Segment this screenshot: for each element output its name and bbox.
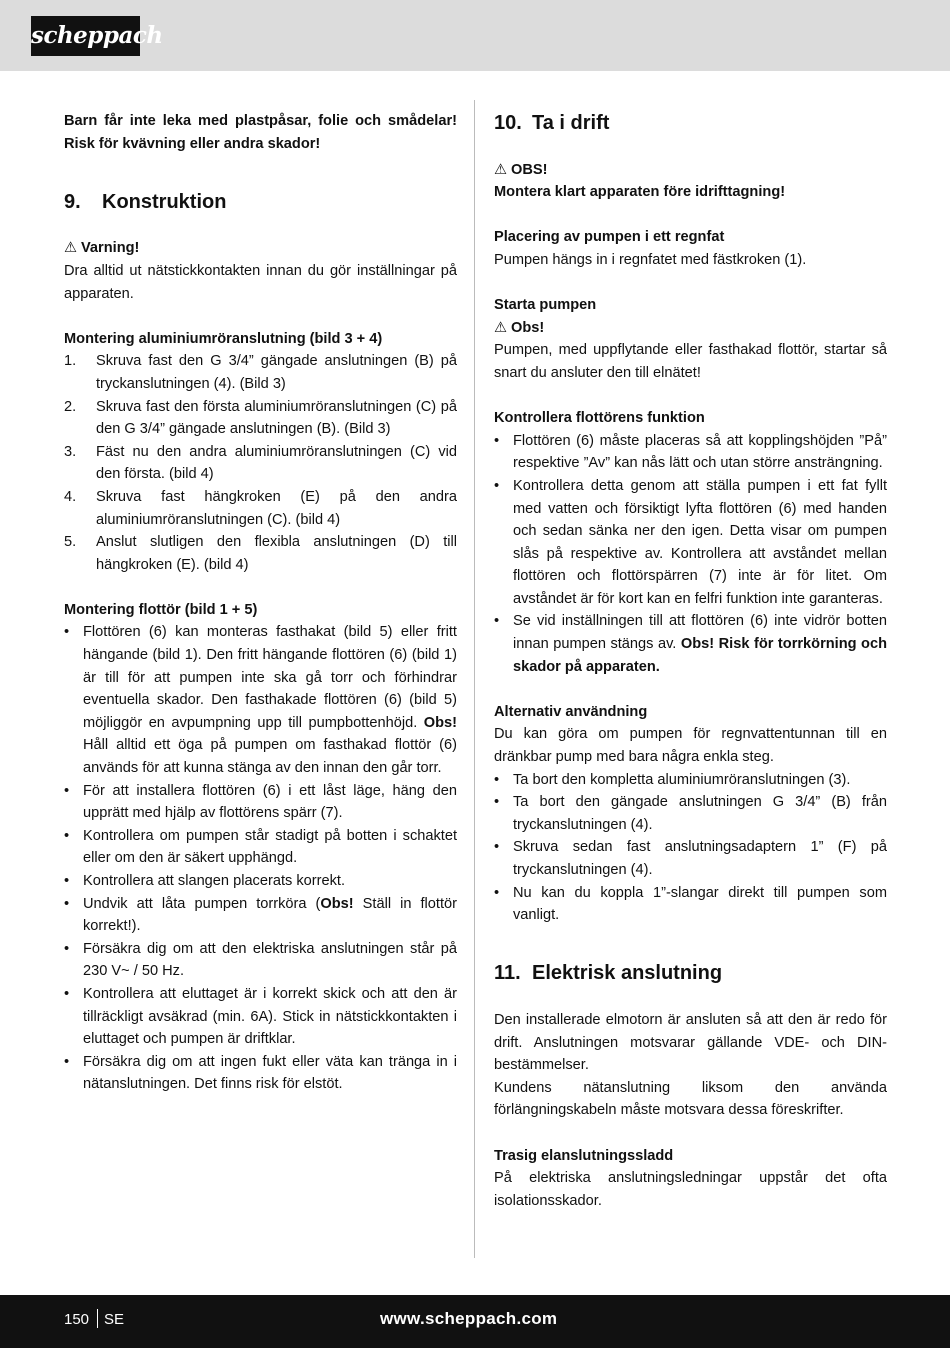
obs-label-text: Obs! — [511, 319, 545, 336]
language-code: SE — [104, 1311, 125, 1328]
section-number: 9. — [64, 190, 81, 213]
check-heading: Kontrollera flottörens funktion — [494, 410, 705, 427]
section-number: 10. — [494, 112, 522, 134]
list-text: Håll alltid ett öga på pumpen om fasthakad flottör (6) används för att kunna stänga av den innan den går torr. — [83, 737, 457, 777]
list-text: Försäkra dig om att ingen fukt eller väta kan tränga in i nätanslutningen. Det finns risk för elstöt. — [83, 1053, 457, 1093]
cable-text: På elektriska anslutningsledningar uppstår det ofta isolationsskador. — [494, 1170, 887, 1209]
bullet: • — [494, 613, 500, 630]
list-item — [64, 983, 457, 1051]
list-text: Ta bort den gängade anslutningen G 3/4” (B) från tryckanslutningen (4). — [513, 794, 887, 833]
list-text: Flottören (6) kan monteras fasthakat (bild 5) eller fritt hängande (bild 1). Den fritt hängande flottören (6) (bild 1) är till för att pumpen inte ska gå torr och förhindrar eventuella skador. Den fasthakade flottören (6) (bild 5) möjliggör en avpumpning upp till pumpbottenhöjd. — [83, 624, 457, 731]
list-item — [494, 882, 887, 927]
obs-label: Obs! — [320, 895, 354, 912]
bullet: • — [64, 873, 70, 889]
list-text: Skruva sedan fast anslutningsadaptern 1” (F) på tryckanslutningen (4). — [513, 839, 887, 878]
website-link[interactable]: www.scheppach.com — [380, 1309, 558, 1328]
left-column — [64, 110, 457, 1096]
start-heading: Starta pumpen — [494, 297, 597, 314]
bullet: • — [494, 477, 500, 494]
step-text: Skruva fast den första aluminiumröranslutningen (C) på den G 3/4” gängade anslutningen (B). (Bild 3) — [96, 398, 457, 438]
section-11-heading — [494, 960, 887, 986]
warning-text: Dra alltid ut nätstickkontakten innan du gör inställningar på apparaten. — [64, 262, 457, 302]
step-text: Skruva fast den G 3/4” gängade anslutningen (B) på tryckanslutningen (4). (Bild 3) — [96, 353, 457, 392]
list-text: För att installera flottören (6) i ett låst läge, häng den upprätt med hjälp av flottörens spärr (7). — [83, 782, 457, 822]
bullet: • — [64, 940, 70, 957]
electric-p2: Kundens nätanslutning liksom den använda förlängningskabeln måste motsvara dessa föreskrifter. — [494, 1079, 887, 1119]
right-column — [494, 110, 887, 1212]
intro-warning: Barn får inte leka med plastpåsar, folie och smådelar! Risk för kvävning eller andra skador! — [64, 113, 457, 152]
list-item — [64, 1051, 457, 1096]
list-item — [64, 621, 457, 779]
list-item — [494, 791, 887, 836]
step-item — [64, 486, 457, 531]
list-item — [494, 610, 887, 678]
section-title: Ta i drift — [532, 112, 610, 134]
start-obs — [494, 317, 887, 340]
bullet: • — [64, 1053, 70, 1070]
bullet: • — [494, 794, 500, 811]
obs-label: Obs! — [423, 714, 457, 731]
list-text: Undvik att låta pumpen torrköra ( — [83, 895, 321, 912]
step-number: 5. — [64, 534, 77, 551]
placement-text: Pumpen hängs in i regnfatet med fästkroken (1). — [494, 251, 807, 268]
section-10-heading — [494, 110, 887, 136]
bullet: • — [64, 782, 70, 799]
check-list — [494, 430, 887, 679]
section-title: Elektrisk anslutning — [532, 962, 723, 985]
page-separator — [97, 1309, 98, 1328]
header-band — [0, 0, 950, 71]
bullet: • — [494, 884, 500, 901]
warning-label-text: Varning! — [81, 240, 140, 257]
bullet: • — [64, 895, 70, 912]
warning-triangle-icon: ⚠ — [494, 319, 508, 336]
placement-heading: Placering av pumpen i ett regnfat — [494, 229, 725, 246]
bullet: • — [494, 771, 500, 788]
electric-p1: Den installerade elmotorn är ansluten så att den är redo för drift. Anslutningen motsvarar gällande VDE- och DIN-bestämmelser. — [494, 1011, 887, 1074]
obs-text: Montera klart apparaten före idrifttagning! — [494, 184, 786, 201]
bullet: • — [494, 432, 500, 449]
list-text: Kontrollera detta genom att ställa pumpen i ett fat fyllt med vatten och försiktigt lyfta flottören (6) med handen och sedan sänka ner den igen. Detta visar om pumpen slås på respektive av. Kontrollera att avståndet mellan flottören och flottörspärren (7) inte är för litet. Om avståndet är för kort kan en felfri funktion inte garanteras. — [513, 477, 887, 607]
list-text: Ta bort den kompletta aluminiumröranslutningen (3). — [513, 771, 851, 788]
step-number: 2. — [64, 398, 77, 415]
mount-steps — [64, 350, 457, 576]
step-number: 4. — [64, 488, 77, 505]
obs-warning: Obs! Risk för torrkörning och skador på apparaten. — [513, 636, 888, 675]
step-text: Skruva fast hängkroken (E) på den andra aluminiumröranslutningen (C). (bild 4) — [96, 488, 457, 528]
step-item — [64, 396, 457, 441]
list-item — [64, 893, 457, 938]
list-item — [494, 769, 887, 792]
list-item — [64, 825, 457, 870]
list-text: Kontrollera att eluttaget är i korrekt skick och att den är tillräckligt avsäkrad (min. 6A). Stick in nätstickkontakten i eluttaget och pumpen är driftklar. — [83, 985, 457, 1048]
list-text: Försäkra dig om att den elektriska anslutningen står på 230 V~ / 50 Hz. — [83, 940, 457, 980]
bullet: • — [64, 827, 70, 844]
obs-label — [494, 159, 887, 182]
list-item — [494, 430, 887, 475]
cable-heading: Trasig elanslutningssladd — [494, 1147, 674, 1164]
warning-triangle-icon: ⚠ — [64, 240, 78, 257]
list-item — [494, 836, 887, 881]
warning-label — [64, 237, 457, 260]
alt-heading: Alternativ användning — [494, 703, 648, 720]
page-number: 150 — [64, 1311, 90, 1328]
list-text: Kontrollera att slangen placerats korrekt. — [83, 873, 346, 889]
list-item — [64, 780, 457, 825]
step-text: Anslut slutligen den flexibla anslutningen (D) till hängkroken (E). (bild 4) — [96, 534, 457, 573]
footer-bar — [0, 1295, 950, 1348]
float-heading: Montering flottör (bild 1 + 5) — [64, 601, 258, 618]
alt-list — [494, 769, 887, 927]
list-item — [64, 938, 457, 983]
step-text: Fäst nu den andra aluminiumröranslutningen (C) vid den första. (bild 4) — [96, 443, 457, 483]
step-number: 1. — [64, 353, 77, 370]
section-9-heading — [64, 189, 457, 215]
bullet: • — [64, 624, 70, 641]
column-divider — [474, 100, 475, 1258]
list-text: Ställ in flottör korrekt!). — [83, 895, 457, 935]
mount-heading: Montering aluminiumröranslutning (bild 3 + 4) — [64, 330, 383, 347]
step-number: 3. — [64, 443, 77, 460]
start-text: Pumpen, med uppflytande eller fasthakad flottör, startar så snart du ansluter den till elnätet! — [494, 342, 887, 381]
list-text: Kontrollera om pumpen står stadigt på botten i schaktet eller om den är säkert upphängd. — [83, 827, 457, 867]
list-text: Nu kan du koppla 1”-slangar direkt till pumpen som vanligt. — [513, 884, 887, 924]
obs-label-text: OBS! — [511, 161, 548, 178]
step-item — [64, 441, 457, 486]
alt-text: Du kan göra om pumpen för regnvattentunnan till en dränkbar pump med bara några enkla steg. — [494, 726, 887, 766]
list-text: Se vid inställningen till att flottören (6) inte vidrör botten innan pumpen stängs av. — [513, 613, 887, 653]
float-list — [64, 621, 457, 1095]
bullet: • — [64, 985, 70, 1002]
list-item — [494, 475, 887, 611]
scheppach-logo: scheppach — [31, 16, 140, 56]
list-text: Flottören (6) måste placeras så att kopplingshöjden ”På” respektive ”Av” kan nås lätt och utan större ansträngning. — [513, 432, 887, 472]
step-item — [64, 350, 457, 395]
warning-triangle-icon: ⚠ — [494, 161, 508, 178]
step-item — [64, 531, 457, 576]
bullet: • — [494, 839, 500, 856]
section-number: 11. — [494, 962, 521, 985]
list-item — [64, 870, 457, 893]
section-title: Konstruktion — [102, 190, 227, 213]
